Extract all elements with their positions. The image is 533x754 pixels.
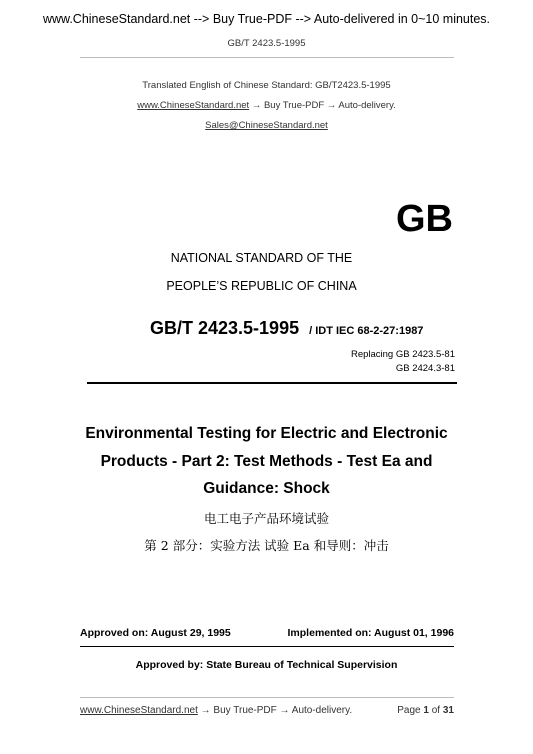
footer-site-line (80, 705, 352, 716)
footer-site-link[interactable]: www.ChineseStandard.net (80, 705, 198, 716)
page-indicator (330, 705, 454, 716)
approved-on-date: Approved on: August 29, 1995 (80, 627, 231, 639)
page-total: 31 (442, 705, 454, 716)
approval-divider (80, 646, 454, 647)
of-label: of (431, 705, 441, 716)
national-standard-line1: NATIONAL STANDARD OF THE (170, 251, 353, 265)
gb-logo: GB (396, 198, 453, 240)
national-standard-line2: PEOPLE’S REPUBLIC OF CHINA (166, 279, 357, 293)
footer-divider (80, 697, 454, 698)
top-banner: www.ChineseStandard.net --> Buy True-PDF --> Auto-delivered in 0~10 minutes. (42, 12, 491, 26)
header-divider (80, 57, 454, 58)
title-line-2: Products - Part 2: Test Methods - Test Ea and (100, 453, 433, 470)
header-standard-code: GB/T 2423.5-1995 (227, 38, 306, 49)
footer-site-text: → Buy True-PDF → Auto-delivery. (197, 705, 353, 716)
replacing-line1: Replacing GB 2423.5-81 (350, 349, 455, 360)
idt-reference: / IDT IEC 68-2-27:1987 (309, 325, 424, 337)
site-link[interactable]: www.ChineseStandard.net (137, 100, 250, 111)
standard-code-row (150, 318, 455, 339)
page-label: Page (397, 705, 421, 716)
email-line (0, 120, 533, 131)
site-line (0, 100, 533, 111)
title-line-3: Guidance: Shock (203, 480, 330, 497)
chinese-title-line-2: 第 2 部分：实验方法 试验 Ea 和导则：冲击 (144, 538, 389, 553)
chinese-title-line-1: 电工电子产品环境试验 (203, 511, 329, 526)
implemented-on-date: Implemented on: August 01, 1996 (287, 627, 454, 639)
standard-code: GB/T 2423.5-1995 (150, 318, 300, 338)
approved-by: Approved by: State Bureau of Technical Supervision (135, 659, 398, 671)
title-divider (87, 382, 457, 384)
replacing-line2: GB 2424.3-81 (395, 363, 455, 374)
page-number: 1 (423, 705, 429, 716)
title-line-1: Environmental Testing for Electric and Electronic (85, 425, 448, 442)
email-link[interactable]: Sales@ChineseStandard.net (205, 120, 328, 131)
translated-note: Translated English of Chinese Standard: GB/T2423.5-1995 (142, 80, 391, 91)
site-line-text: → Buy True-PDF → Auto-delivery. (249, 100, 396, 111)
